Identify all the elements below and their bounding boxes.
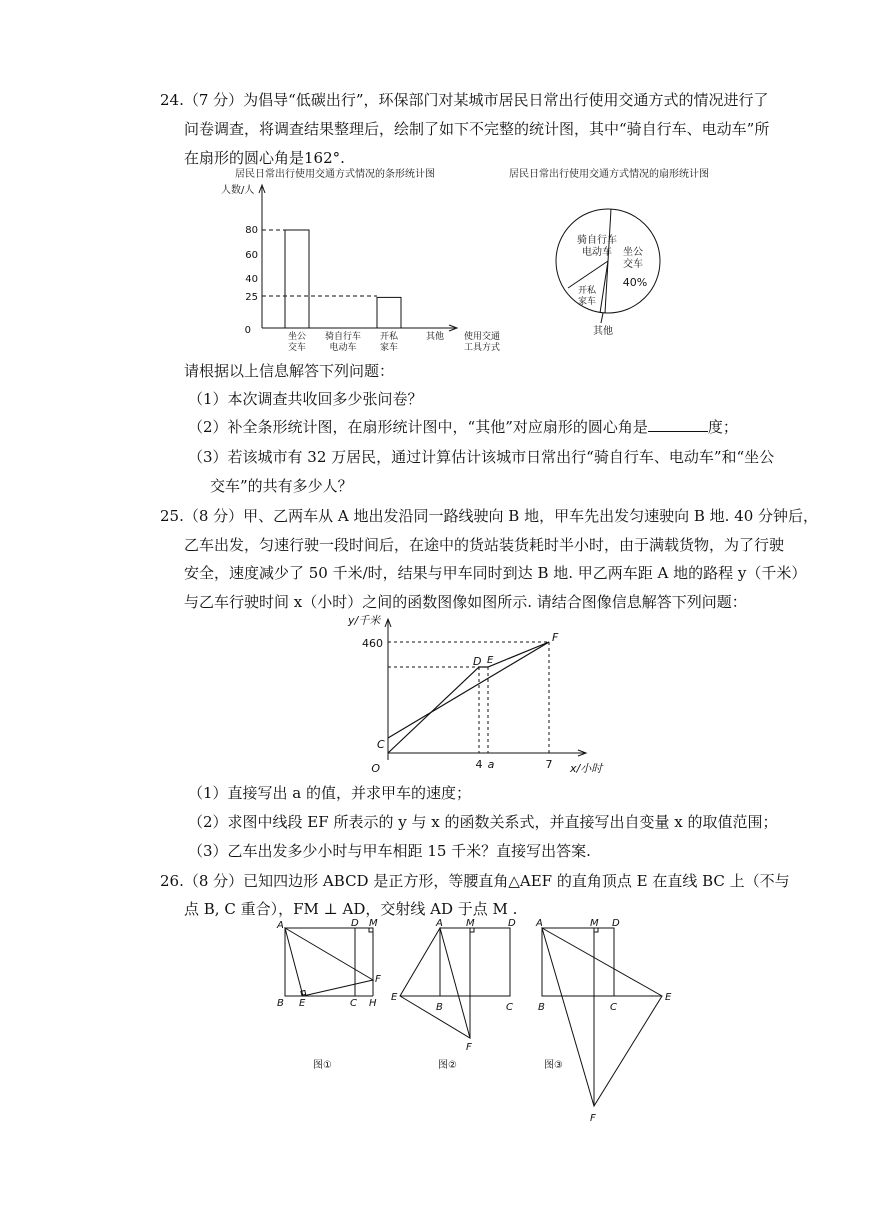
pie-chart: [505, 165, 735, 345]
fig2-caption: 图②: [438, 1060, 457, 1071]
fig2-label-f: F: [466, 1042, 472, 1053]
pie-chart-title: 居民日常出行使用交通方式情况的扇形统计图: [509, 169, 709, 180]
bar-cat-0-l1: 坐公: [287, 332, 307, 342]
fig2-label-a: A: [436, 918, 443, 929]
fig1-caption: 图①: [313, 1060, 332, 1071]
bar-ytick-40: 40: [245, 274, 258, 285]
fig3-caption: 图③: [544, 1060, 563, 1071]
q26-line-2: 点 B, C 重合），FM ⊥ AD，交射线 AD 于点 M .: [184, 900, 518, 918]
fig1-label-c: C: [350, 998, 357, 1009]
q24-line-3: 在扇形的圆心角是162°.: [184, 149, 345, 167]
q24-sub2: [188, 416, 738, 438]
graph-xlabel: x/小时: [570, 762, 603, 775]
fig3-label-f: F: [590, 1113, 596, 1124]
bar-xlabel-l1: 使用交通: [463, 332, 501, 342]
fig1-label-e: E: [299, 998, 306, 1009]
q24-sub1: （1）本次调查共收回多少张问卷？: [188, 390, 423, 408]
geometry-figure-3: [532, 918, 682, 1126]
graph-ylabel: y/千米: [348, 614, 381, 627]
fig1-right-angle-e: [301, 990, 306, 995]
pie-radius-left: [568, 261, 608, 288]
fig2-label-d: D: [508, 918, 516, 929]
q25-line-1: 25.（8 分）甲、乙两车从 A 地出发沿同一路线驶向 B 地，甲车先出发匀速驶向 B 地. 40 分钟后，: [160, 507, 819, 525]
bar-cat-2-l2: 家车: [379, 343, 399, 353]
bar-chart: [215, 165, 515, 357]
q24-sub2-unit: 度；: [707, 418, 738, 436]
pie-label-bus-1: 坐公: [623, 247, 643, 258]
q25-sub3: （3）乙车出发多少小时与甲车相距 15 千米？直接写出答案.: [188, 842, 591, 860]
q24-sub2-text: （2）补全条形统计图，在扇形统计图中，“其他”对应扇形的圆心角是: [188, 418, 648, 436]
graph-xtick-7: 7: [545, 758, 553, 771]
fig1-square: [285, 928, 355, 996]
bar-private-car: [377, 297, 401, 328]
bar-cat-3-l1: 其他: [425, 332, 445, 342]
bar-cat-0-l2: 交车: [287, 343, 307, 353]
q24-prompt: 请根据以上信息解答下列问题：: [184, 362, 395, 380]
pie-label-car-2: 家车: [577, 297, 597, 307]
fig1-label-h: H: [369, 998, 377, 1009]
fig3-label-a: A: [536, 918, 543, 929]
bar-cat-1-l1: 骑自行车: [324, 332, 362, 342]
bar-cat-2-l1: 开私: [379, 332, 399, 342]
graph-point-c: C: [377, 738, 385, 751]
pie-label-car-1: 开私: [577, 286, 597, 296]
fig2-triangle-aef: [400, 928, 470, 1038]
pie-other-leader: [601, 313, 603, 323]
geometry-figure-1: [275, 918, 390, 1078]
pie-label-bus-percent: 40%: [622, 276, 648, 289]
fig3-label-d: D: [612, 918, 620, 929]
graph-xtick-a: a: [487, 758, 495, 771]
bar-ytick-25: 25: [245, 292, 258, 303]
bar-ytick-80: 80: [245, 225, 258, 236]
graph-point-d: D: [473, 655, 482, 668]
bar-ytick-60: 60: [245, 250, 258, 261]
bar-chart-title: 居民日常出行使用交通方式情况的条形统计图: [235, 169, 435, 180]
fig1-triangle-aef: [285, 928, 373, 996]
fig2-label-m: M: [466, 918, 475, 929]
bar-bus: [285, 230, 309, 328]
graph-point-e: E: [487, 655, 494, 666]
q25-sub2: （2）求图中线段 EF 所表示的 y 与 x 的函数关系式，并直接写出自变量 x 的取值范围；: [188, 813, 778, 831]
fig2-label-b: B: [436, 1002, 443, 1013]
bar-ytick-0: 0: [244, 325, 251, 336]
q25-sub1: （1）直接写出 a 的值，并求甲车的速度；: [188, 784, 472, 802]
pie-label-bus-2: 交车: [623, 259, 643, 270]
graph-origin: O: [371, 762, 380, 775]
fig1-label-b: B: [277, 998, 284, 1009]
fig3-square: [542, 928, 614, 996]
fig2-label-e: E: [391, 992, 398, 1003]
fig2-square: [440, 928, 510, 996]
graph-line-jia: [388, 642, 549, 738]
fig3-label-m: M: [590, 918, 599, 929]
bar-chart-ylabel: 人数/人: [221, 185, 255, 196]
fig1-label-f: F: [375, 974, 381, 985]
bar-cat-1-l2: 电动车: [329, 343, 357, 353]
fig3-label-c: C: [610, 1002, 617, 1013]
pie-label-bike-2: 电动车: [582, 247, 612, 258]
fig1-label-m: M: [369, 918, 378, 929]
graph-point-f: F: [552, 631, 559, 644]
geometry-figure-2: [390, 918, 525, 1078]
pie-label-other: 其他: [593, 326, 613, 337]
q24-sub3-line2: 交车”的共有多少人？: [210, 477, 353, 495]
q25-line-4: 与乙车行驶时间 x（小时）之间的函数图像如图所示. 请结合图像信息解答下列问题：: [184, 593, 747, 611]
fig3-label-b: B: [538, 1002, 545, 1013]
graph-line-yi: [388, 642, 549, 753]
q26-line-1: 26.（8 分）已知四边形 ABCD 是正方形，等腰直角△AEF 的直角顶点 E 在直线 BC 上（不与: [160, 872, 790, 890]
pie-label-bike-1: 骑自行车: [577, 235, 617, 246]
graph-xtick-4: 4: [475, 758, 483, 771]
q25-line-3: 安全，速度减少了 50 千米/时，结果与甲车同时到达 B 地. 甲乙两车距 A 地的路程 y（千米）: [184, 564, 807, 582]
bar-xlabel-l2: 工具方式: [463, 343, 501, 353]
q24-line-2: 问卷调查，将调查结果整理后，绘制了如下不完整的统计图，其中“骑自行车、电动车”所: [184, 120, 770, 138]
graph-y460: 460: [362, 637, 383, 650]
fig1-label-a: A: [277, 920, 284, 931]
q25-line-2: 乙车出发，匀速行驶一段时间后，在途中的货站装货耗时半小时，由于满载货物，为了行驶: [184, 536, 785, 554]
answer-blank: [648, 416, 708, 432]
q24-line-1: 24.（7 分）为倡导“低碳出行”，环保部门对某城市居民日常出行使用交通方式的情况进行了: [160, 91, 769, 109]
q24-sub3-line1: （3）若该城市有 32 万居民，通过计算估计该城市日常出行“骑自行车、电动车”和“坐公: [188, 448, 775, 466]
fig3-label-e: E: [665, 992, 672, 1003]
fig3-triangle-aef: [542, 928, 662, 1106]
fig1-label-d: D: [351, 918, 359, 929]
fig2-label-c: C: [506, 1002, 513, 1013]
function-graph: [340, 610, 620, 780]
